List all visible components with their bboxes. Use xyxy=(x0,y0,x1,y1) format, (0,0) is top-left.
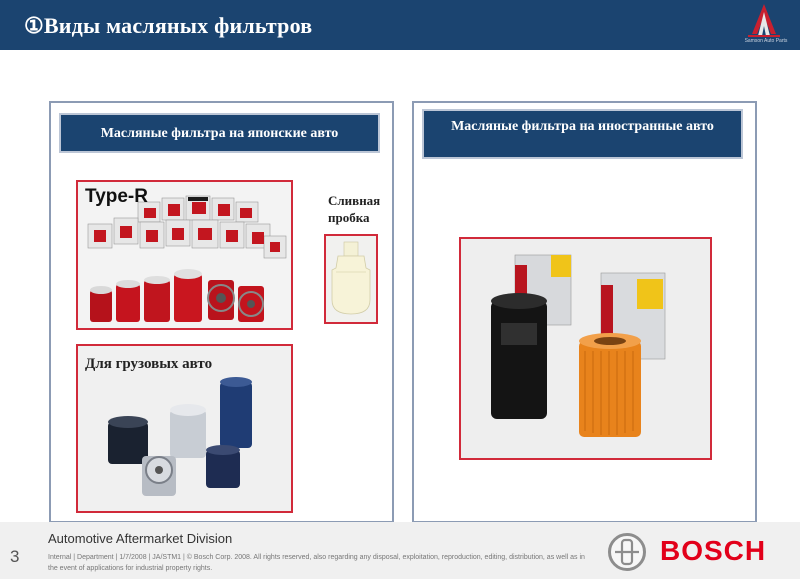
header-bar xyxy=(0,0,800,50)
bosch-armature-glyph xyxy=(611,536,643,568)
page-number: 3 xyxy=(10,547,20,566)
bosch-armature-icon xyxy=(608,533,646,571)
foreign-filters-image xyxy=(461,239,710,458)
japanese-filters-panel xyxy=(49,101,394,523)
bosch-logo: BOSCH xyxy=(660,535,767,566)
japanese-filters-banner: Масляные фильтра на японские авто xyxy=(59,113,380,153)
foreign-filters-panel xyxy=(412,101,757,523)
division-name: Automotive Aftermarket Division xyxy=(48,531,233,546)
drain-plug-photo xyxy=(324,234,378,324)
drain-plug-label: Сливная пробка xyxy=(328,193,381,225)
type-r-filters-photo xyxy=(76,180,293,330)
truck-filters-label: Для грузовых авто xyxy=(85,356,213,372)
foreign-filters-photo xyxy=(459,237,712,460)
slide-title: ①Виды масляных фильтров xyxy=(24,13,313,38)
truck-filters-photo xyxy=(76,344,293,513)
type-r-label: Type-R xyxy=(85,186,148,207)
logo-caption: Samson Auto Parts xyxy=(744,38,788,44)
footer-bar xyxy=(0,522,800,579)
foreign-filters-banner: Масляные фильтра на иностранные авто xyxy=(422,109,743,159)
company-logo xyxy=(728,0,800,50)
drain-plug-image xyxy=(326,236,376,322)
legal-notice: Internal | Department | 1/7/2008 | JA/STM1 | © Bosch Corp. 2008. All rights reserved, also regarding any disposal, exploitation, reproduction, editing, distribution, as well as in the event of applications for industrial property rights. xyxy=(48,554,585,572)
